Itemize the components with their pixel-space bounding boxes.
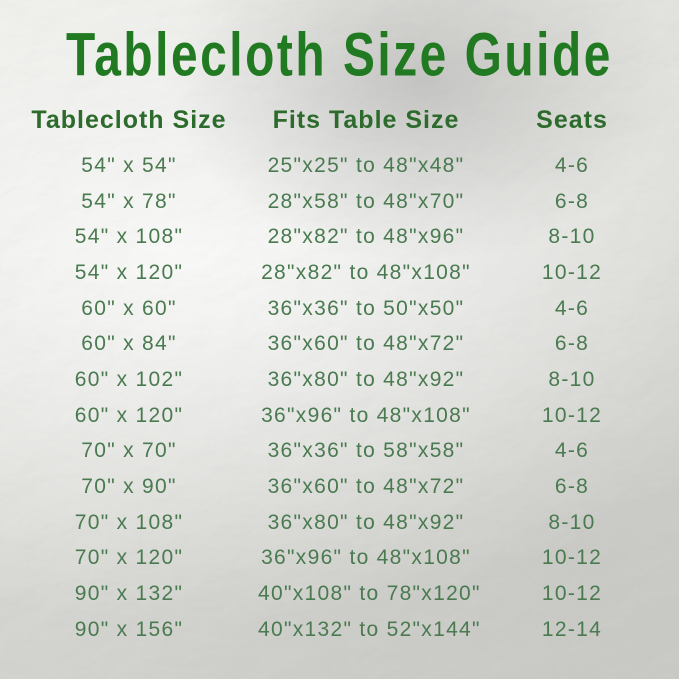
size-table-body [0, 148, 670, 648]
table-header-row [0, 100, 670, 140]
table-row [0, 184, 670, 220]
seats-cell: 4-6 [554, 439, 590, 463]
table-row [0, 219, 670, 255]
header-cell-fits-table-size: Fits Table Size [272, 105, 460, 134]
fits-table-size-cell: 36"x36" to 58"x58" [267, 439, 465, 463]
table-row [0, 434, 670, 470]
table-row [0, 326, 670, 362]
tablecloth-size-cell: 70" x 108" [74, 510, 184, 534]
table-row [0, 612, 670, 648]
seats-cell: 10-12 [541, 260, 603, 284]
page-title: Tablecloth Size Guide [66, 20, 613, 90]
table-row [0, 255, 670, 291]
seats-cell: 10-12 [541, 403, 603, 427]
tablecloth-size-cell: 54" x 108" [74, 225, 184, 249]
tablecloth-size-cell: 60" x 84" [81, 332, 177, 356]
fits-table-size-cell: 40"x132" to 52"x144" [258, 617, 481, 641]
tablecloth-size-cell: 60" x 60" [81, 296, 177, 320]
tablecloth-size-cell: 90" x 132" [74, 582, 184, 606]
tablecloth-size-cell: 70" x 120" [74, 546, 184, 570]
tablecloth-size-cell: 90" x 156" [74, 617, 184, 641]
seats-cell: 10-12 [541, 546, 603, 570]
seats-cell: 8-10 [548, 510, 596, 534]
fits-table-size-cell: 36"x80" to 48"x92" [267, 510, 465, 534]
seats-cell: 6-8 [554, 189, 590, 213]
fits-table-size-cell: 28"x82" to 48"x108" [261, 260, 471, 284]
tablecloth-size-cell: 70" x 90" [81, 475, 177, 499]
fits-table-size-cell: 36"x80" to 48"x92" [267, 367, 465, 391]
tablecloth-size-cell: 60" x 102" [74, 367, 184, 391]
seats-cell: 8-10 [548, 367, 596, 391]
tablecloth-size-cell: 54" x 120" [74, 260, 184, 284]
seats-cell: 4-6 [554, 296, 590, 320]
size-table [0, 100, 670, 648]
seats-cell: 6-8 [554, 332, 590, 356]
tablecloth-size-cell: 60" x 120" [74, 403, 184, 427]
header-cell-seats: Seats [536, 105, 608, 134]
tablecloth-size-cell: 54" x 54" [81, 153, 177, 177]
fits-table-size-cell: 28"x82" to 48"x96" [267, 225, 465, 249]
fits-table-size-cell: 28"x58" to 48"x70" [267, 189, 465, 213]
seats-cell: 4-6 [554, 153, 590, 177]
tablecloth-size-cell: 54" x 78" [81, 189, 177, 213]
fits-table-size-cell: 25"x25" to 48"x48" [267, 153, 465, 177]
table-row [0, 398, 670, 434]
seats-cell: 8-10 [548, 225, 596, 249]
seats-cell: 12-14 [541, 617, 603, 641]
table-row [0, 469, 670, 505]
table-row [0, 362, 670, 398]
table-row [0, 576, 670, 612]
table-row [0, 291, 670, 327]
header-cell-tablecloth-size: Tablecloth Size [31, 105, 227, 134]
fits-table-size-cell: 36"x96" to 48"x108" [261, 546, 471, 570]
fits-table-size-cell: 36"x60" to 48"x72" [267, 475, 465, 499]
fits-table-size-cell: 36"x96" to 48"x108" [261, 403, 471, 427]
fits-table-size-cell: 36"x36" to 50"x50" [267, 296, 465, 320]
table-row [0, 148, 670, 184]
fits-table-size-cell: 40"x108" to 78"x120" [258, 582, 481, 606]
seats-cell: 10-12 [541, 582, 603, 606]
fits-table-size-cell: 36"x60" to 48"x72" [267, 332, 465, 356]
seats-cell: 6-8 [554, 475, 590, 499]
tablecloth-size-cell: 70" x 70" [81, 439, 177, 463]
table-row [0, 505, 670, 541]
table-row [0, 541, 670, 577]
